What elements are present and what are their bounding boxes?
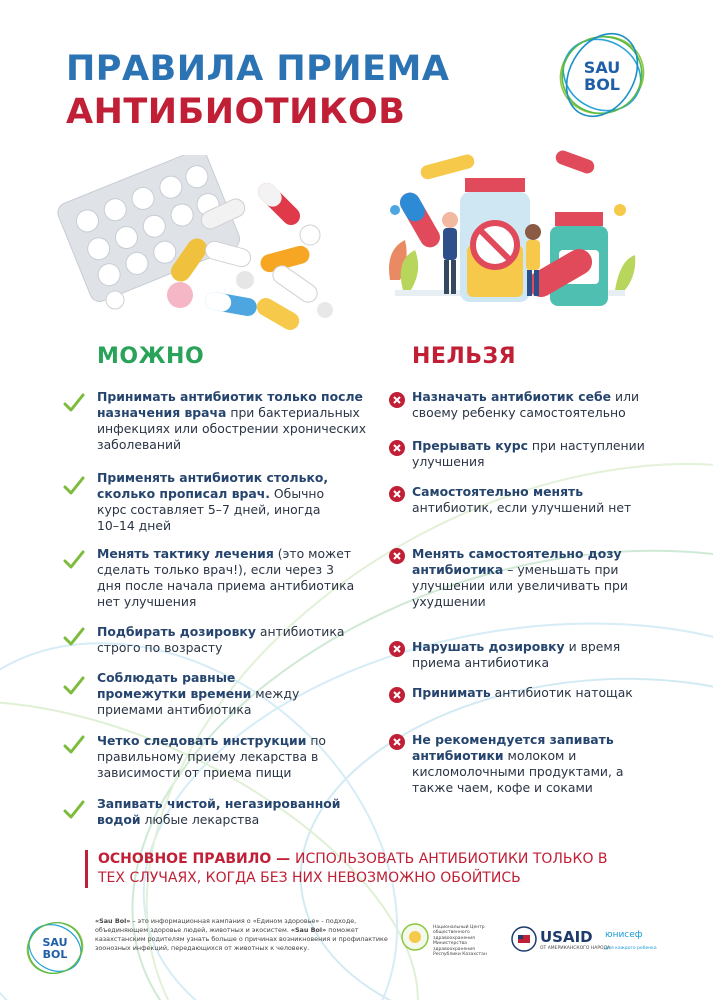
pills-illustration [55,155,345,340]
can-item-5-bold: Соблюдать равные промежутки времени [97,670,252,701]
title-line-1: ПРАВИЛА ПРИЕМА [66,49,450,89]
can-item-1 [97,389,367,453]
ncoz-emblem [400,922,430,952]
can-item-1-bold: Принимать антибиотик только после назначения врача [97,389,363,420]
ncoz-label: Национальный Центр общественного здравоохранения Министерства здравоохранения Республики Казахстан [433,925,487,958]
can-item-1-text: при бактериальных инфекциях или обострении хронических заболеваний [97,405,367,452]
cannot-item-5-text: и время приема антибиотика [412,639,621,670]
cross-icon [389,392,405,408]
usaid-seal [511,926,537,952]
unicef-logo: юнисеф [605,930,643,940]
usaid-logo: USAID [540,928,593,946]
can-item-7-bold: Запивать чистой, негазированной водой [97,796,341,827]
check-icon [63,476,85,496]
cross-icon [389,440,405,456]
can-item-6-text: по правильному приему лекарства в зависимости от приема пищи [97,733,327,780]
check-icon [63,735,85,755]
can-item-6 [97,733,332,781]
usaid-tagline: ОТ АМЕРИКАНСКОГО НАРОДА [540,946,611,951]
cross-icon [389,687,405,703]
cross-icon [389,548,405,564]
cannot-item-3-bold: Самостоятельно менять [412,484,584,499]
cross-icon [389,641,405,657]
footer-text-1: – это информационная кампания о «Едином здоровье» - подходе, объединяющем здоровье людей, животных и экосистем. [95,917,357,934]
can-item-4-bold: Подбирать дозировку [97,624,256,639]
unicef-tagline: для каждого ребенка [605,946,657,951]
can-item-4 [97,624,352,656]
main-rule-text: ИСПОЛЬЗОВАТЬ АНТИБИОТИКИ ТОЛЬКО В ТЕХ СЛУЧАЯХ, КОГДА БЕЗ НИХ НЕВОЗМОЖНО ОБОЙТИСЬ [98,851,608,886]
cannot-item-2 [412,438,652,470]
can-item-5 [97,670,317,718]
cannot-item-2-text: при наступлении улучшения [412,438,645,469]
footer-description [95,917,395,953]
check-icon [63,393,85,413]
check-icon [63,627,85,647]
page-title [66,48,449,134]
logo-text-2: BOL [584,75,620,94]
check-icon [63,676,85,696]
title-line-2: АНТИБИОТИКОВ [66,92,406,132]
cannot-item-7-text: молоком и кисломолочными продуктами, а также чаем, кофе и соками [412,748,624,795]
can-item-4-text: антибиотика строго по возрасту [97,624,345,655]
cannot-item-7 [412,732,637,796]
main-rule-bold: ОСНОВНОЕ ПРАВИЛО — [98,851,295,867]
cannot-item-5-bold: Нарушать дозировку [412,639,565,654]
cannot-item-6-text: антибиотик натощак [490,685,633,700]
cannot-item-4-bold: Менять самостоятельно дозу антибиотика [412,546,622,577]
cannot-item-1-text: или своему ребенку самостоятельно [412,389,640,420]
footer-logo-text-1: SAU [42,936,68,949]
saubol-logo [552,30,652,120]
can-item-6-bold: Четко следовать инструкции [97,733,307,748]
cannot-item-6 [412,685,652,701]
cannot-item-1 [412,389,647,421]
cannot-item-4 [412,546,637,610]
saubol-footer-logo [22,918,88,978]
cannot-item-6-bold: Принимать [412,685,491,700]
can-item-2-bold: Применять антибиотик столько, сколько прописал врач. [97,470,329,501]
cross-icon [389,734,405,750]
can-heading: МОЖНО [97,344,205,369]
footer-brand-2: «Sau Bol» [290,926,327,934]
can-item-7 [97,796,367,828]
can-item-7-text: любые лекарства [140,812,260,827]
cannot-heading: НЕЛЬЗЯ [412,344,517,369]
can-item-5-text: между приемами антибиотика [97,686,300,717]
cannot-item-4-text: – уменьшать при улучшении или увеличивать при ухудшении [412,562,628,609]
footer-brand-1: «Sau Bol» [95,917,131,925]
footer-text-2: поможет казахстанским родителям узнать больше о причинах возникновения и профилактике зоонозных инфекций, передающихся от животных к человеку. [95,926,388,952]
logo-text-1: SAU [583,58,621,77]
cannot-item-5 [412,639,647,671]
cannot-item-1-bold: Назначать антибиотик себе [412,389,612,404]
cannot-item-3 [412,484,642,516]
cross-icon [389,486,405,502]
check-icon [63,800,85,820]
check-icon [63,550,85,570]
main-rule [85,850,628,888]
can-item-3-text: (это может сделать только врач!), если через 3 дня после начала приема антибиотика нет улучшения [97,546,355,609]
prohibition-illustration [375,150,645,335]
cannot-item-2-bold: Прерывать курс [412,438,528,453]
can-item-3-bold: Менять тактику лечения [97,546,274,561]
cannot-item-7-bold: Не рекомендуется запивать антибиотики [412,732,614,763]
cannot-item-3-text: антибиотик, если улучшений нет [412,500,632,515]
can-item-2 [97,470,337,534]
can-item-2-text: Обычно курс составляет 5–7 дней, иногда 10–14 дней [97,486,325,533]
can-item-3 [97,546,359,610]
footer-logo-text-2: BOL [42,948,68,961]
